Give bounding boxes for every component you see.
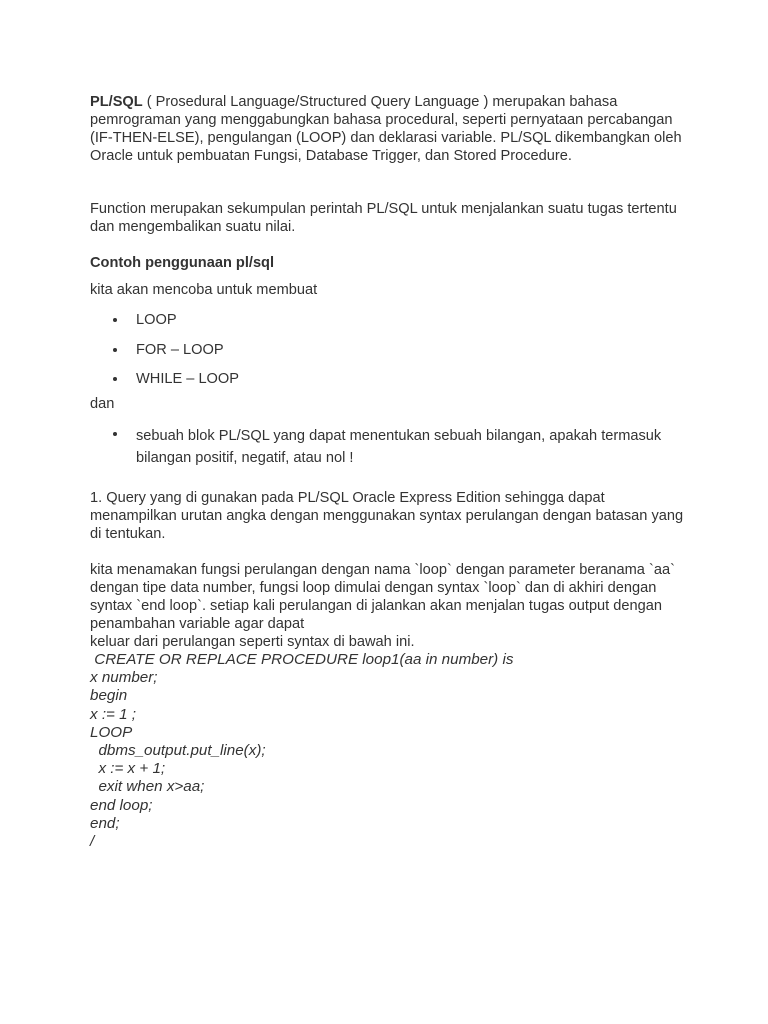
list-item: WHILE – LOOP — [90, 370, 690, 400]
explanation-last-line: keluar dari perulangan seperti syntax di bawah ini. — [90, 634, 415, 650]
code-block — [90, 651, 690, 851]
dan-text: dan — [90, 396, 115, 412]
code-line: x number; — [90, 669, 158, 687]
intro-text: ( Prosedural Language/Structured Query Language ) merupakan bahasa pemrograman yang menggabungkan bahasa procedural, seperti pernyataan percabangan (IF-THEN-ELSE), pengulangan (LOOP) dan deklarasi variable. PL/SQL dikembangkan oleh Oracle untuk pembuatan Fungsi, Database Trigger, dan Stored Procedure. — [90, 94, 682, 164]
code-line: / — [90, 832, 95, 850]
section-heading: Contoh penggunaan pl/sql — [90, 255, 275, 271]
code-line: CREATE OR REPLACE PROCEDURE loop1(aa in number) is — [90, 651, 514, 668]
code-line: dbms_output.put_line(x); — [90, 741, 266, 759]
intro-list-sentence: kita akan mencoba untuk membuat — [90, 282, 318, 298]
query-paragraph: 1. Query yang di gunakan pada PL/SQL Oracle Express Edition sehingga dapat menampilkan urutan angka dengan menggunakan syntax perulangan dengan batasan yang di tentukan. — [90, 490, 684, 542]
code-line: end loop; — [90, 796, 153, 814]
plsql-term: PL/SQL — [90, 94, 143, 110]
list-item: FOR – LOOP — [90, 341, 690, 371]
list-item: LOOP — [90, 311, 690, 341]
loop-type-list — [90, 311, 690, 400]
code-line: x := x + 1; — [90, 760, 166, 778]
code-line: x := 1 ; — [90, 705, 137, 723]
function-paragraph: Function merupakan sekumpulan perintah PL/SQL untuk menjalankan suatu tugas tertentu dan mengembalikan suatu nilai. — [90, 201, 677, 235]
code-line: LOOP — [90, 723, 133, 741]
list-item: sebuah blok PL/SQL yang dapat menentukan sebuah bilangan, apakah termasuk bilangan positif, negatif, atau nol ! — [90, 425, 690, 469]
code-line: exit when x>aa; — [90, 778, 205, 796]
extra-list — [90, 425, 690, 469]
code-line: end; — [90, 814, 120, 832]
explanation-text: kita menamakan fungsi perulangan dengan nama `loop` dengan parameter beranama `aa` dengan tipe data number, fungsi loop dimulai dengan syntax `loop` dan di akhiri dengan syntax `end loop`. setiap kali perulangan di jalankan akan menjalan tugas output dengan penambahan variable agar dapat — [90, 562, 675, 632]
explanation-paragraph — [90, 561, 690, 651]
intro-paragraph — [90, 93, 690, 165]
code-line: begin — [90, 687, 128, 705]
